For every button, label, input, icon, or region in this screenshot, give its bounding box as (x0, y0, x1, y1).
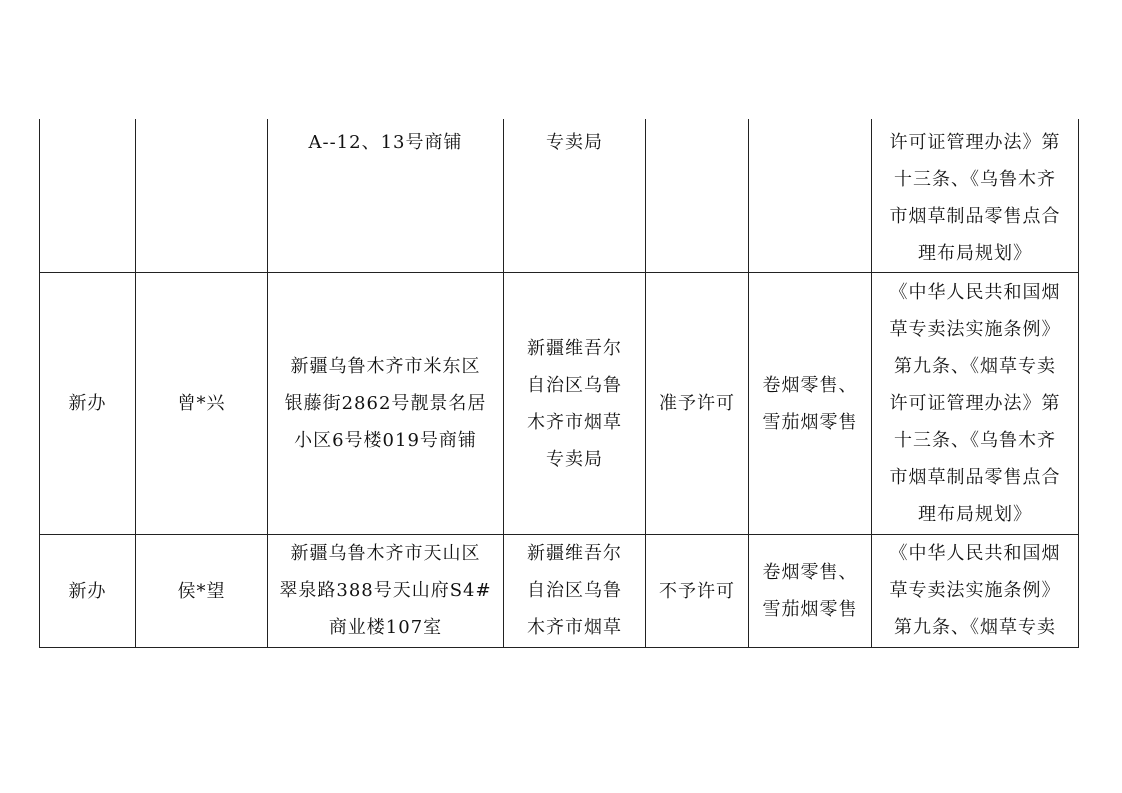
permit-table (39, 119, 1079, 648)
type-cell (40, 119, 136, 273)
table-row (40, 535, 1079, 648)
type-cell: 新办 (40, 535, 136, 648)
basis-cell: 许可证管理办法》第 十三条、《乌鲁木齐 市烟草制品零售点合 理布局规划》 (872, 119, 1079, 273)
name-cell: 曾*兴 (136, 273, 268, 535)
scope-cell: 卷烟零售、 雪茄烟零售 (749, 273, 872, 535)
scope-cell (749, 119, 872, 273)
address-cell: 新疆乌鲁木齐市米东区 银藤街2862号靓景名居 小区6号楼019号商铺 (268, 273, 504, 535)
decision-cell: 准予许可 (646, 273, 749, 535)
basis-cell: 《中华人民共和国烟 草专卖法实施条例》 第九条、《烟草专卖 (872, 535, 1079, 648)
decision-cell: 不予许可 (646, 535, 749, 648)
table-row (40, 119, 1079, 273)
decision-cell (646, 119, 749, 273)
authority-cell: 专卖局 (504, 119, 646, 273)
address-cell: A--12、13号商铺 (268, 119, 504, 273)
type-cell: 新办 (40, 273, 136, 535)
table-row (40, 273, 1079, 535)
name-cell (136, 119, 268, 273)
name-cell: 侯*望 (136, 535, 268, 648)
authority-cell: 新疆维吾尔 自治区乌鲁 木齐市烟草 (504, 535, 646, 648)
authority-cell: 新疆维吾尔 自治区乌鲁 木齐市烟草 专卖局 (504, 273, 646, 535)
basis-cell: 《中华人民共和国烟 草专卖法实施条例》 第九条、《烟草专卖 许可证管理办法》第 十三条、《乌鲁木齐 市烟草制品零售点合 理布局规划》 (872, 273, 1079, 535)
address-cell: 新疆乌鲁木齐市天山区 翠泉路388号天山府S4# 商业楼107室 (268, 535, 504, 648)
scope-cell: 卷烟零售、 雪茄烟零售 (749, 535, 872, 648)
